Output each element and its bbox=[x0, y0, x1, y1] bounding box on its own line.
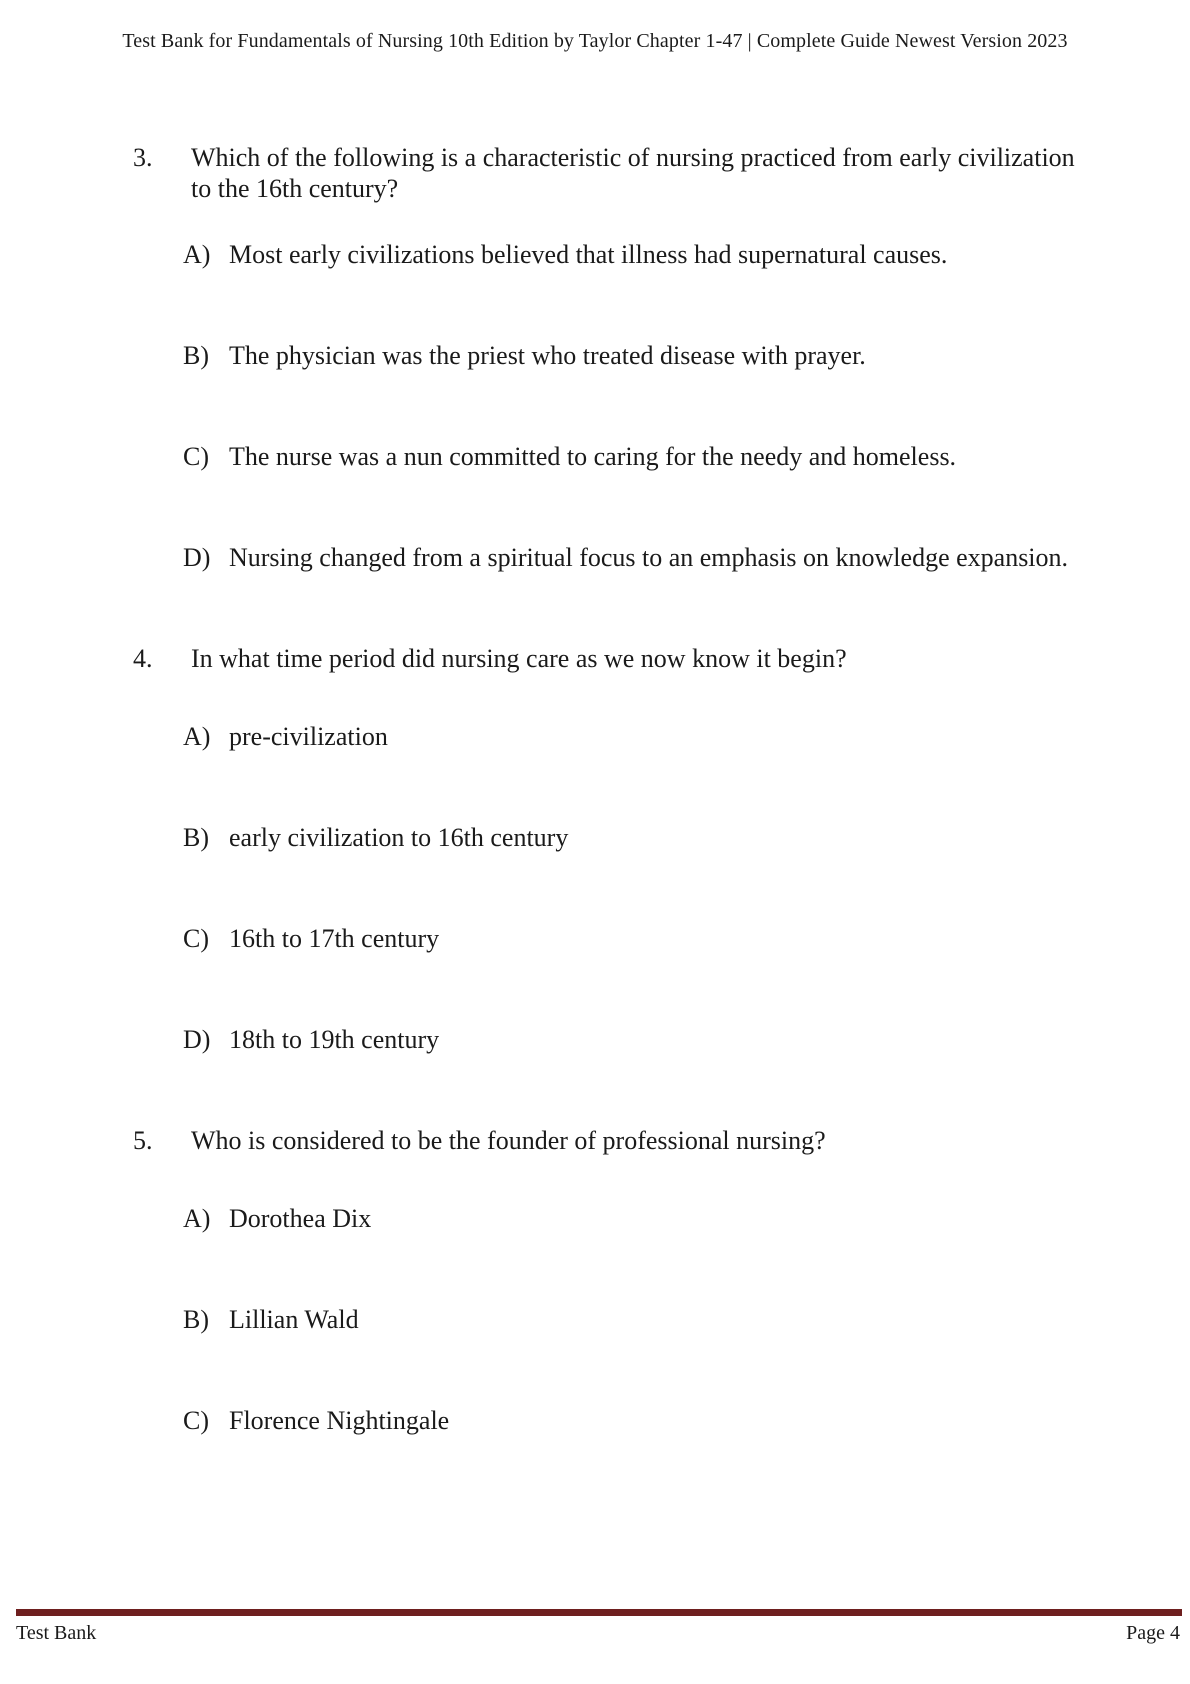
option-letter: A) bbox=[183, 240, 211, 269]
answer-option-a bbox=[0, 1203, 1190, 1304]
page-number: Page 4 bbox=[1126, 1622, 1180, 1644]
option-text: The nurse was a nun committed to caring for the needy and homeless. bbox=[229, 442, 957, 471]
answer-option-c bbox=[0, 923, 1190, 1024]
question-number: 3. bbox=[133, 143, 153, 172]
answer-option-d bbox=[0, 542, 1190, 643]
option-letter: B) bbox=[183, 1305, 209, 1334]
option-text: Nursing changed from a spiritual focus to an emphasis on knowledge expansion. bbox=[229, 543, 1069, 572]
question-text: In what time period did nursing care as we now know it begin? bbox=[191, 644, 847, 673]
page-header: Test Bank for Fundamentals of Nursing 10th Edition by Taylor Chapter 1-47 | Complete Guide Newest Version 2023 bbox=[122, 30, 1068, 52]
option-text: The physician was the priest who treated disease with prayer. bbox=[229, 341, 866, 370]
option-text: 16th to 17th century bbox=[229, 924, 440, 953]
option-text: early civilization to 16th century bbox=[229, 823, 569, 852]
question-stem bbox=[0, 1125, 1190, 1185]
answer-options bbox=[0, 239, 1190, 643]
answer-option-d bbox=[0, 1024, 1190, 1125]
answer-option-c bbox=[0, 1405, 1190, 1506]
question-text: Who is considered to be the founder of professional nursing? bbox=[191, 1126, 826, 1155]
option-letter: A) bbox=[183, 722, 211, 751]
footer-label: Test Bank bbox=[16, 1622, 97, 1644]
question-3 bbox=[0, 142, 1190, 643]
question-text: Which of the following is a characteristic of nursing practiced from early civilization to the 16th century? bbox=[191, 143, 1075, 203]
answer-option-c bbox=[0, 441, 1190, 542]
option-letter: D) bbox=[183, 1025, 211, 1054]
question-list bbox=[0, 142, 1190, 1506]
option-text: Lillian Wald bbox=[229, 1305, 359, 1334]
answer-options bbox=[0, 1203, 1190, 1506]
option-text: 18th to 19th century bbox=[229, 1025, 440, 1054]
option-letter: D) bbox=[183, 543, 211, 572]
footer-divider bbox=[16, 1609, 1182, 1616]
option-letter: A) bbox=[183, 1204, 211, 1233]
option-text: pre-civilization bbox=[229, 722, 388, 751]
answer-option-b bbox=[0, 1304, 1190, 1405]
answer-options bbox=[0, 721, 1190, 1125]
question-5 bbox=[0, 1125, 1190, 1506]
option-text: Most early civilizations believed that illness had supernatural causes. bbox=[229, 240, 948, 269]
question-4 bbox=[0, 643, 1190, 1125]
answer-option-a bbox=[0, 239, 1190, 340]
option-letter: B) bbox=[183, 823, 209, 852]
answer-option-b bbox=[0, 340, 1190, 441]
option-text: Florence Nightingale bbox=[229, 1406, 450, 1435]
question-stem bbox=[0, 142, 1190, 221]
question-number: 4. bbox=[133, 644, 153, 673]
option-letter: C) bbox=[183, 924, 209, 953]
answer-option-b bbox=[0, 822, 1190, 923]
option-letter: C) bbox=[183, 1406, 209, 1435]
option-text: Dorothea Dix bbox=[229, 1204, 372, 1233]
question-stem bbox=[0, 643, 1190, 703]
option-letter: B) bbox=[183, 341, 209, 370]
answer-option-a bbox=[0, 721, 1190, 822]
option-letter: C) bbox=[183, 442, 209, 471]
question-number: 5. bbox=[133, 1126, 153, 1155]
